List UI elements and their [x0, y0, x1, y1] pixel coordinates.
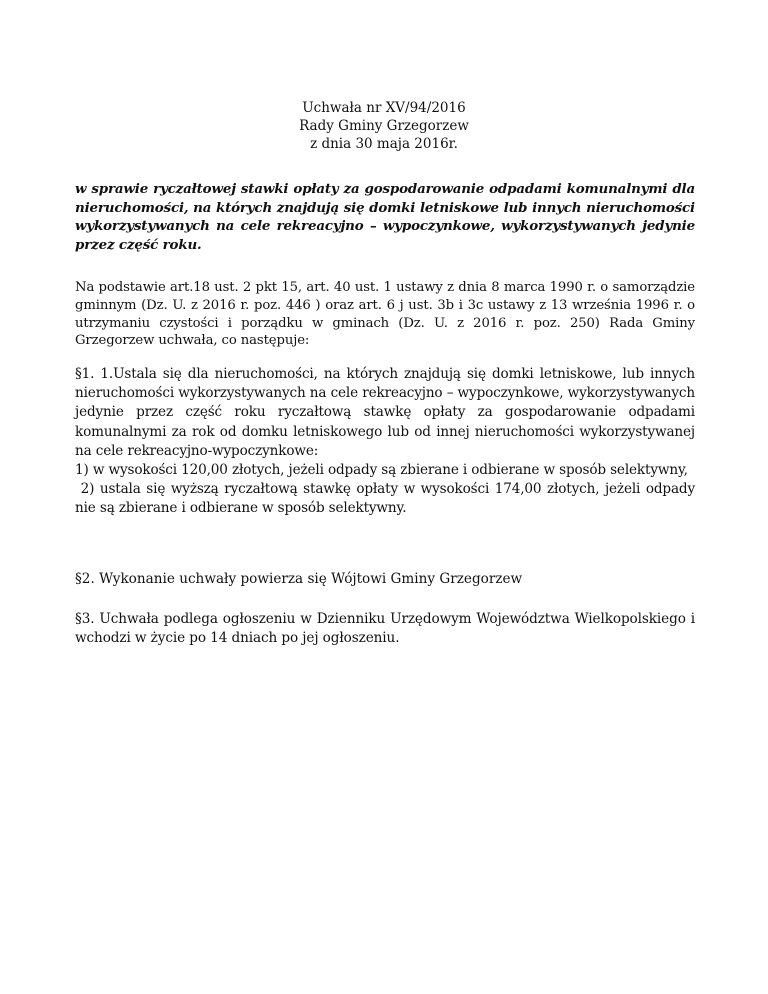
section-1-item-1: 1) w wysokości 120,00 złotych, jeżeli odpady są zbierane i odbierane w sposób selektywny, — [75, 462, 688, 479]
section-1-text: §1. 1.Ustala się dla nieruchomości, na których znajdują się domki letniskowe, lub innych nieruchomości wykorzystywanych na cele rekreacyjno – wypoczynkowe, wykorzystywanych jedynie przez część roku ryczałtową stawkę opłaty za gospodarowanie odpadami komunalnymi za rok od domku letniskowego lub od innej nieruchomości wykorzystywanej na cele rekreacyjno-wypoczynkowe: — [75, 366, 695, 459]
resolution-number: Uchwała nr XV/94/2016 — [302, 100, 466, 116]
section-1 — [75, 365, 700, 519]
council-name: Rady Gminy Grzegorzew — [299, 118, 469, 134]
section-2: §2. Wykonanie uchwały powierza się Wójtowi Gminy Grzegorzew — [75, 571, 523, 587]
resolution-subject: w sprawie ryczałtowej stawki opłaty za gospodarowanie odpadami komunalnymi dla nieruchomości, na których znajdują się domki letniskowe lub innych nieruchomości wykorzystywanych na cele rekreacyjno – wypoczynkowe, wykorzystywanych jedynie przez część roku. — [75, 181, 695, 253]
resolution-header — [0, 99, 768, 153]
section-3: §3. Uchwała podlega ogłoszeniu w Dzienniku Urzędowym Województwa Wielkopolskiego i wchodzi w życie po 14 dniach po jej ogłoszeniu. — [75, 611, 695, 647]
legal-basis-paragraph: Na podstawie art.18 ust. 2 pkt 15, art. 40 ust. 1 ustawy z dnia 8 marca 1990 r. o samorządzie gminnym (Dz. U. z 2016 r. poz. 446 ) oraz art. 6 j ust. 3b i 3c ustawy z 13 września 1996 r. o utrzymaniu czystości i porządku w gminach (Dz. U. z 2016 r. poz. 250) Rada Gminy Grzegorzew uchwała, co następuje: — [75, 280, 695, 349]
resolution-date: z dnia 30 maja 2016r. — [310, 136, 458, 152]
section-1-item-2: 2) ustala się wyższą ryczałtową stawkę opłaty w wysokości 174,00 złotych, jeżeli odpady nie są zbierane i odbierane w sposób selektywny. — [75, 481, 700, 517]
